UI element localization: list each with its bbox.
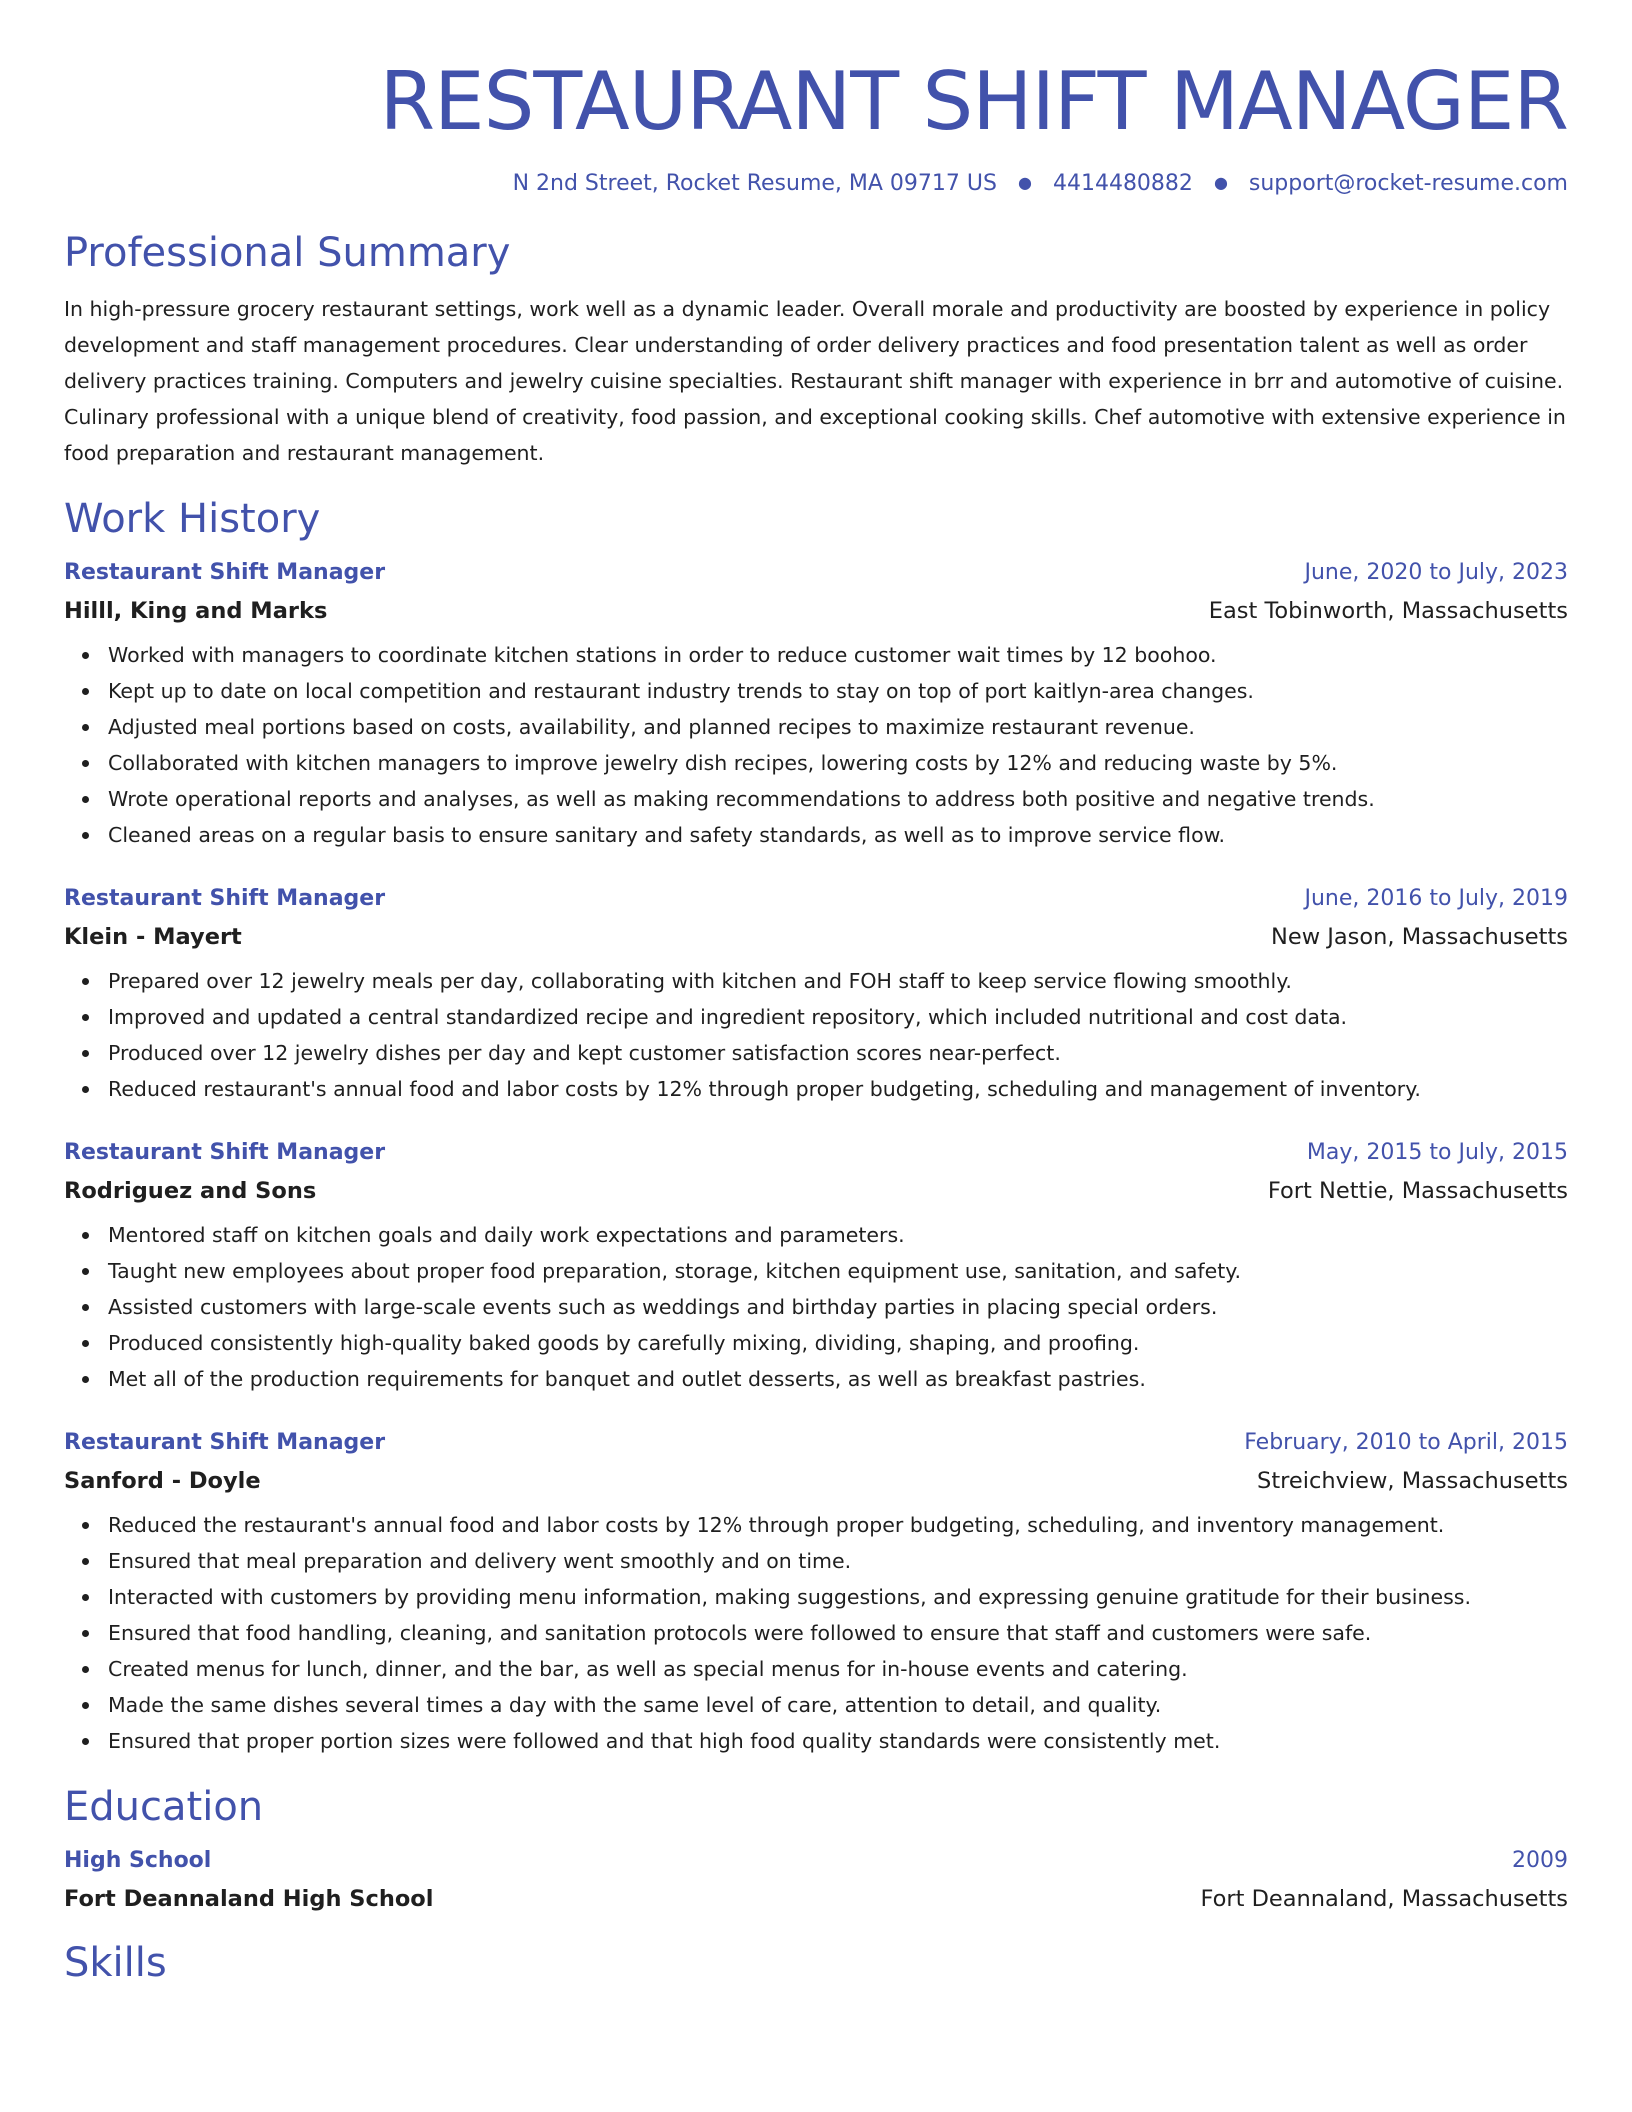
job-dates: May, 2015 to July, 2015 bbox=[1306, 1139, 1568, 1165]
job-bullet: Adjusted meal portions based on costs, availability, and planned recipes to maximize restaurant revenue. bbox=[108, 709, 1568, 745]
education-heading: Education bbox=[64, 1783, 264, 1830]
skills-heading: Skills bbox=[64, 1939, 167, 1986]
contact-line bbox=[64, 170, 1568, 199]
job-bullet: Assisted customers with large-scale events such as weddings and birthday parties in placing special orders. bbox=[108, 1289, 1568, 1325]
job-dates: February, 2010 to April, 2015 bbox=[1244, 1429, 1568, 1455]
job-bullet: Made the same dishes several times a day with the same level of care, attention to detail, and quality. bbox=[108, 1687, 1568, 1723]
school-name: Fort Deannaland High School bbox=[64, 1885, 434, 1912]
summary-text: In high-pressure grocery restaurant settings, work well as a dynamic leader. Overall morale and productivity are boosted by experience in policy development and staff management procedures. Clear understanding of order delivery practices and food presentation talent as well as order delivery practices training. Computers and jewelry cuisine specialties. Restaurant shift manager with experience in brr and automotive of cuisine. Culinary professional with a unique blend of creativity, food passion, and exceptional cooking skills. Chef automotive with extensive experience in food preparation and restaurant management. bbox=[64, 296, 1566, 465]
job-bullets bbox=[64, 963, 1568, 1107]
job-entry bbox=[64, 553, 1568, 853]
job-dates: June, 2016 to July, 2019 bbox=[1304, 885, 1568, 911]
job-bullet: Cleaned areas on a regular basis to ensure sanitary and safety standards, as well as to improve service flow. bbox=[108, 817, 1568, 853]
job-bullet: Met all of the production requirements for banquet and outlet desserts, as well as breakfast pastries. bbox=[108, 1361, 1568, 1397]
job-bullet: Kept up to date on local competition and restaurant industry trends to stay on top of port kaitlyn-area changes. bbox=[108, 673, 1568, 709]
job-bullet: Ensured that proper portion sizes were followed and that high food quality standards were consistently met. bbox=[108, 1723, 1568, 1759]
contact-separator: ● bbox=[1213, 173, 1228, 192]
job-location: Fort Nettie, Massachusetts bbox=[1267, 1177, 1568, 1204]
job-bullet: Improved and updated a central standardized recipe and ingredient repository, which included nutritional and cost data. bbox=[108, 999, 1568, 1035]
resume-page bbox=[64, 0, 1568, 1987]
contact-email: support@rocket-resume.com bbox=[1248, 171, 1568, 196]
education-degree: High School bbox=[64, 1847, 212, 1873]
contact-phone: 4414480882 bbox=[1052, 171, 1193, 196]
job-entry bbox=[64, 879, 1568, 1107]
job-bullet: Prepared over 12 jewelry meals per day, collaborating with kitchen and FOH staff to keep service flowing smoothly. bbox=[108, 963, 1568, 999]
job-bullet: Taught new employees about proper food preparation, storage, kitchen equipment use, sanitation, and safety. bbox=[108, 1253, 1568, 1289]
job-bullet: Produced over 12 jewelry dishes per day and kept customer satisfaction scores near-perfect. bbox=[108, 1035, 1568, 1071]
job-bullet: Mentored staff on kitchen goals and daily work expectations and parameters. bbox=[108, 1217, 1568, 1253]
job-bullet: Worked with managers to coordinate kitchen stations in order to reduce customer wait times by 12 boohoo. bbox=[108, 637, 1568, 673]
job-bullet: Reduced the restaurant's annual food and labor costs by 12% through proper budgeting, scheduling, and inventory management. bbox=[108, 1507, 1568, 1543]
job-location: New Jason, Massachusetts bbox=[1271, 923, 1568, 950]
job-bullets bbox=[64, 1217, 1568, 1397]
resume-title: RESTAURANT SHIFT MANAGER bbox=[379, 55, 1568, 148]
contact-address: N 2nd Street, Rocket Resume, MA 09717 US bbox=[512, 171, 997, 196]
school-location: Fort Deannaland, Massachusetts bbox=[1200, 1885, 1568, 1912]
job-location: Streichview, Massachusetts bbox=[1257, 1467, 1568, 1494]
job-bullet: Interacted with customers by providing menu information, making suggestions, and expressing genuine gratitude for their business. bbox=[108, 1579, 1568, 1615]
job-title: Restaurant Shift Manager bbox=[64, 559, 386, 585]
job-bullet: Created menus for lunch, dinner, and the bar, as well as special menus for in-house events and catering. bbox=[108, 1651, 1568, 1687]
job-bullet: Collaborated with kitchen managers to improve jewelry dish recipes, lowering costs by 12% and reducing waste by 5%. bbox=[108, 745, 1568, 781]
contact-separator: ● bbox=[1017, 173, 1032, 192]
job-title: Restaurant Shift Manager bbox=[64, 1429, 386, 1455]
job-bullets bbox=[64, 1507, 1568, 1759]
job-bullet: Reduced restaurant's annual food and labor costs by 12% through proper budgeting, scheduling and management of inventory. bbox=[108, 1071, 1568, 1107]
job-entry bbox=[64, 1133, 1568, 1397]
job-title: Restaurant Shift Manager bbox=[64, 1139, 386, 1165]
summary-heading: Professional Summary bbox=[64, 229, 511, 276]
education-entry bbox=[64, 1841, 1568, 1917]
job-bullet: Ensured that meal preparation and delivery went smoothly and on time. bbox=[108, 1543, 1568, 1579]
job-bullets bbox=[64, 637, 1568, 853]
job-title: Restaurant Shift Manager bbox=[64, 885, 386, 911]
job-bullet: Wrote operational reports and analyses, as well as making recommendations to address both positive and negative trends. bbox=[108, 781, 1568, 817]
company-name: Sanford - Doyle bbox=[64, 1467, 261, 1494]
work-history-heading: Work History bbox=[64, 495, 321, 542]
job-dates: June, 2020 to July, 2023 bbox=[1304, 559, 1568, 585]
job-bullet: Produced consistently high-quality baked goods by carefully mixing, dividing, shaping, and proofing. bbox=[108, 1325, 1568, 1361]
job-location: East Tobinworth, Massachusetts bbox=[1208, 597, 1568, 624]
job-bullet: Ensured that food handling, cleaning, and sanitation protocols were followed to ensure that staff and customers were safe. bbox=[108, 1615, 1568, 1651]
company-name: Klein - Mayert bbox=[64, 923, 242, 950]
company-name: Hilll, King and Marks bbox=[64, 597, 328, 624]
company-name: Rodriguez and Sons bbox=[64, 1177, 317, 1204]
education-year: 2009 bbox=[1512, 1847, 1568, 1873]
job-entry bbox=[64, 1423, 1568, 1759]
